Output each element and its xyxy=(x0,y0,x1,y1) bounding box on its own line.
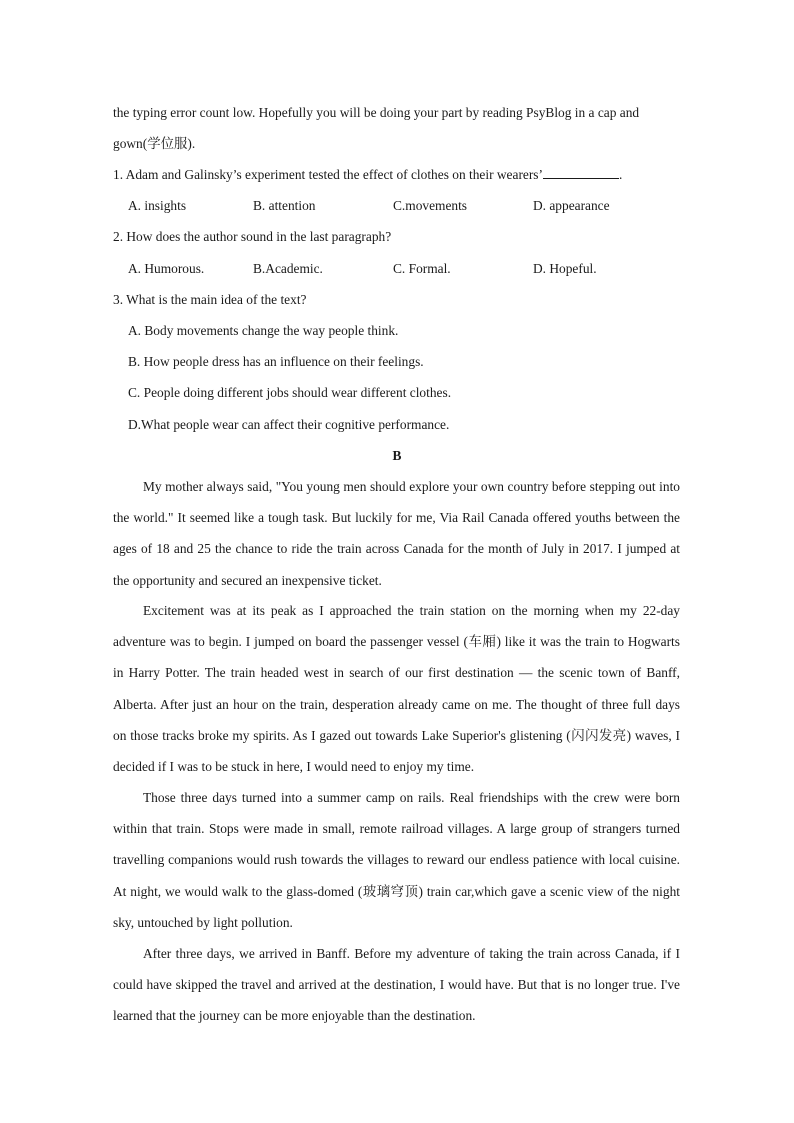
paragraph-3 xyxy=(113,782,680,938)
paragraph-2-text: Excitement was at its peak as I approached the train station on the morning when my 22-day adventure was to begin. I jumped on board the passenger vessel (车厢) like it was the train to Hogwarts in Harry Potter. The train headed west in search of our first destination — the scenic town of Banff, Alberta. After just an hour on the train, desperation already came on me. The thought of three full days on those tracks broke my spirits. As I gazed out towards Lake Superior's glistening (闪闪发亮) waves, I decided if I was to be stuck in here, I would need to enjoy my time. xyxy=(113,603,680,775)
question-2-option-c: C. Formal. xyxy=(393,261,451,276)
intro-line-1: the typing error count low. Hopefully you will be doing your part by reading PsyBlog in a cap and xyxy=(113,105,640,120)
section-title: B xyxy=(392,448,402,463)
paragraph-4-text: After three days, we arrived in Banff. Before my adventure of taking the train across Canada, if I could have skipped the travel and arrived at the destination, I would have. But that is no longer true. I've learned that the journey can be more enjoyable than the destination. xyxy=(113,946,680,1024)
question-3-option-a: A. Body movements change the way people think. xyxy=(128,323,399,338)
question-3-option-c: C. People doing different jobs should wear different clothes. xyxy=(128,385,452,400)
paragraph-4 xyxy=(113,938,680,1032)
question-3-stem: 3. What is the main idea of the text? xyxy=(113,292,307,307)
paragraph-3-text: Those three days turned into a summer camp on rails. Real friendships with the crew were born within that train. Stops were made in small, remote railroad villages. A large group of strangers turned travelling companions would rush towards the villages to reward our endless patience with local cuisine. At night, we would walk to the glass-domed (玻璃穹顶) train car,which gave a scenic view of the night sky, untouched by light pollution. xyxy=(113,790,680,930)
answer-blank xyxy=(543,166,619,179)
question-1-stem xyxy=(113,166,622,184)
question-1-option-c: C.movements xyxy=(393,198,468,213)
question-2-option-a: A. Humorous. xyxy=(128,261,205,276)
intro-line-2: gown(学位服). xyxy=(113,136,196,151)
paragraph-1-text: My mother always said, "You young men should explore your own country before stepping out into the world." It seemed like a tough task. But luckily for me, Via Rail Canada offered youths between the ages of 18 and 25 the chance to ride the train across Canada for the month of July in 2017. I jumped at the opportunity and secured an inexpensive ticket. xyxy=(113,479,680,588)
question-1-option-a: A. insights xyxy=(128,198,187,213)
question-1-end: . xyxy=(618,167,623,182)
question-1-option-b: B. attention xyxy=(253,198,316,213)
question-2-option-d: D. Hopeful. xyxy=(533,261,597,276)
question-1-option-d: D. appearance xyxy=(533,198,610,213)
question-3-option-d: D.What people wear can affect their cognitive performance. xyxy=(128,417,450,432)
paragraph-2 xyxy=(113,595,680,782)
question-1-text: 1. Adam and Galinsky’s experiment tested the effect of clothes on their wearers’ xyxy=(113,167,543,182)
question-2-option-b: B.Academic. xyxy=(253,261,323,276)
question-2-stem: 2. How does the author sound in the last paragraph? xyxy=(113,229,392,244)
question-3-option-b: B. How people dress has an influence on their feelings. xyxy=(128,354,424,369)
paragraph-1 xyxy=(113,471,680,596)
